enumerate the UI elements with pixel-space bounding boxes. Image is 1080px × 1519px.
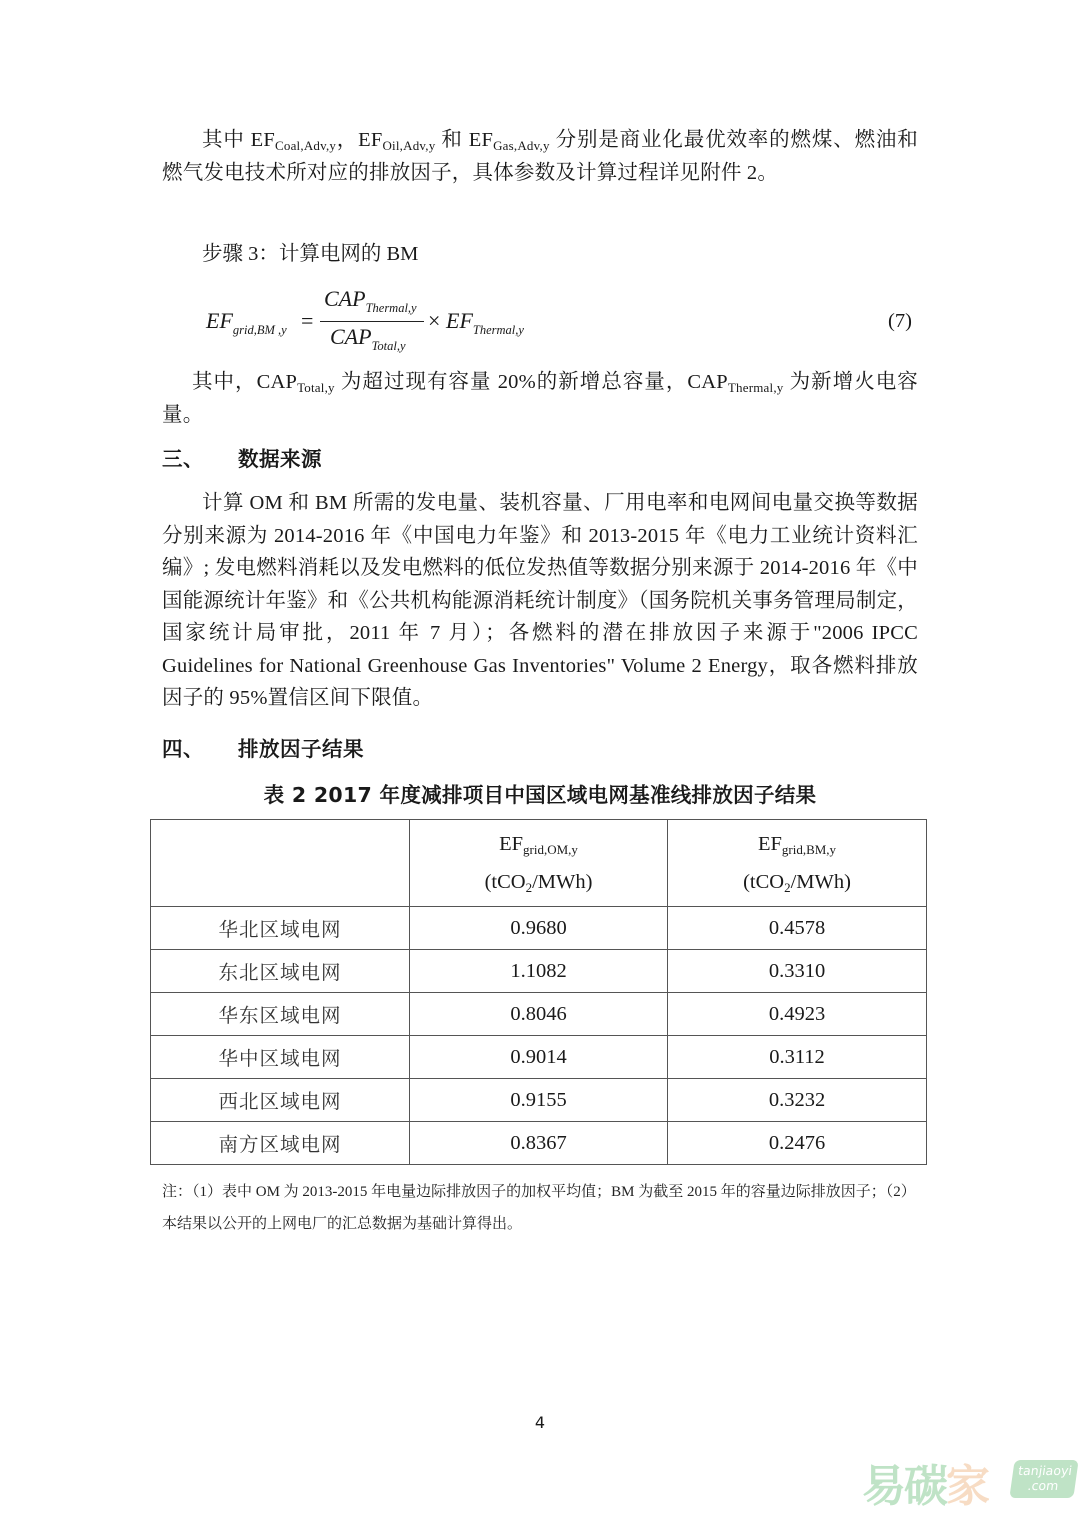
text: EF bbox=[757, 833, 782, 855]
watermark-tld: .com bbox=[1026, 1478, 1060, 1493]
table-note: 注：（1）表中 OM 为 2013-2015 年电量边际排放因子的加权平均值；BM 为截至 2015 年的容量边际排放因子；（2）本结果以公开的上网电厂的汇总数据为基础计算得出。 bbox=[162, 1184, 916, 1232]
table-header-row bbox=[151, 820, 927, 907]
header-cell-bm bbox=[668, 820, 927, 907]
paragraph-data-sources: 计算 OM 和 BM 所需的发电量、装机容量、厂用电率和电网间电量交换等数据分别来源为 2014-2016 年《中国电力年鉴》和 2013-2015 年《电力工业统计资料汇编》; 发电燃料消耗以及发电燃料的低位发热值等数据分别来源于 2014-2016 年《中国能源统计年鉴》和《公共机构能源消耗统计制度》（国务院机关事务管理局制定，国家统计局审批，2011 年 7 月）；各燃料的潜在排放因子来源于"2006 IPCC Guidelines for National Greenhouse Gas Inventories" Volume 2 Energy，取各燃料排放因子的 95%置信区间下限值。 bbox=[162, 492, 918, 709]
step-3-heading: 步骤 3：计算电网的 BM bbox=[202, 243, 419, 265]
section-number: 四、 bbox=[162, 737, 204, 761]
text: (tCO bbox=[743, 871, 785, 893]
text: EF bbox=[499, 833, 524, 855]
watermark-domain: tanjiaoyi bbox=[1017, 1463, 1074, 1478]
subscript: 2 bbox=[784, 880, 791, 895]
table-row bbox=[151, 1079, 927, 1122]
bm-value-cell: 0.3112 bbox=[668, 1036, 927, 1079]
formula-ef-grid-bm bbox=[206, 288, 926, 358]
text: ，EF bbox=[336, 129, 383, 151]
om-value-cell: 0.9155 bbox=[410, 1079, 668, 1122]
watermark-char: 易 bbox=[862, 1461, 904, 1512]
header-cell-om bbox=[410, 820, 668, 907]
subscript: Coal,Adv,y bbox=[275, 138, 337, 153]
text: 为新增火电容量。 bbox=[162, 371, 918, 426]
region-cell: 南方区域电网 bbox=[151, 1122, 410, 1165]
paragraph-capacity bbox=[162, 366, 918, 431]
region-cell: 华东区域电网 bbox=[151, 993, 410, 1036]
table-row bbox=[151, 993, 927, 1036]
header-om-unit bbox=[410, 863, 667, 901]
text: /MWh) bbox=[532, 871, 593, 893]
emission-factor-table bbox=[150, 819, 927, 1165]
table-row bbox=[151, 950, 927, 993]
text: /MWh) bbox=[790, 871, 851, 893]
subscript: 2 bbox=[525, 880, 533, 895]
section-heading-data-sources bbox=[162, 442, 322, 472]
text: 分别是商业化最优效率的燃煤、燃油和燃气发电技术所对应的排放因子，具体参数及计算过程详见附件 2。 bbox=[162, 129, 918, 184]
formula-rhs bbox=[446, 308, 524, 337]
om-value-cell: 0.9014 bbox=[410, 1036, 668, 1079]
watermark-text bbox=[862, 1450, 988, 1514]
header-bm-label bbox=[668, 825, 926, 863]
subscript: Gas,Adv,y bbox=[493, 138, 550, 153]
text: EF bbox=[446, 308, 473, 333]
paragraph-emission-factors bbox=[162, 124, 918, 189]
region-cell: 华中区域电网 bbox=[151, 1036, 410, 1079]
section-number: 三、 bbox=[162, 447, 204, 471]
table-row bbox=[151, 1036, 927, 1079]
bm-value-cell: 0.3232 bbox=[668, 1079, 927, 1122]
om-value-cell: 0.9680 bbox=[410, 907, 668, 950]
bm-value-cell: 0.4578 bbox=[668, 907, 927, 950]
table-row bbox=[151, 907, 927, 950]
table-row bbox=[151, 1122, 927, 1165]
formula-denominator bbox=[330, 324, 406, 353]
subscript: Total,y bbox=[371, 339, 406, 353]
watermark-char: 家 bbox=[946, 1461, 988, 1512]
bm-value-cell: 0.4923 bbox=[668, 993, 927, 1036]
om-value-cell: 0.8046 bbox=[410, 993, 668, 1036]
text: CAP bbox=[324, 286, 366, 311]
formula-equals: = bbox=[301, 308, 314, 333]
subscript: Thermal,y bbox=[727, 380, 784, 395]
text: 和 EF bbox=[435, 129, 494, 151]
watermark-logo bbox=[862, 1450, 1077, 1510]
text: CAP bbox=[330, 324, 372, 349]
region-cell: 西北区域电网 bbox=[151, 1079, 410, 1122]
bm-value-cell: 0.2476 bbox=[668, 1122, 927, 1165]
subscript: Thermal,y bbox=[472, 323, 524, 337]
text: 为超过现有容量 20%的新增总容量，CAP bbox=[334, 371, 728, 393]
watermark-badge bbox=[1009, 1460, 1078, 1498]
subscript: grid,BM,y bbox=[781, 842, 837, 857]
subscript: Thermal,y bbox=[365, 301, 417, 315]
region-cell: 东北区域电网 bbox=[151, 950, 410, 993]
page-number: 4 bbox=[534, 1413, 546, 1432]
section-heading-results bbox=[162, 732, 364, 762]
watermark-char: 碳 bbox=[904, 1461, 946, 1512]
text: (tCO bbox=[484, 871, 526, 893]
om-value-cell: 0.8367 bbox=[410, 1122, 668, 1165]
header-cell-empty bbox=[151, 820, 410, 907]
om-value-cell: 1.1082 bbox=[410, 950, 668, 993]
section-title: 数据来源 bbox=[238, 447, 322, 471]
subscript: Oil,Adv,y bbox=[382, 138, 436, 153]
subscript: grid,OM,y bbox=[523, 842, 578, 857]
region-cell: 华北区域电网 bbox=[151, 907, 410, 950]
table-title: 表 2 2017 年度减排项目中国区域电网基准线排放因子结果 bbox=[263, 783, 817, 807]
section-title: 排放因子结果 bbox=[238, 737, 364, 761]
bm-value-cell: 0.3310 bbox=[668, 950, 927, 993]
formula-lhs bbox=[206, 308, 287, 337]
formula-numerator bbox=[324, 286, 417, 315]
subscript: grid,BM ,y bbox=[232, 323, 287, 337]
subscript: Total,y bbox=[297, 380, 335, 395]
text: 其中，CAP bbox=[192, 371, 298, 393]
text: 其中 EF bbox=[202, 129, 276, 151]
fraction-bar bbox=[320, 321, 424, 322]
text: EF bbox=[206, 308, 233, 333]
header-om-label bbox=[410, 825, 667, 863]
formula-times: × bbox=[428, 308, 441, 333]
header-bm-unit bbox=[668, 863, 926, 901]
equation-number: (7) bbox=[888, 310, 912, 332]
